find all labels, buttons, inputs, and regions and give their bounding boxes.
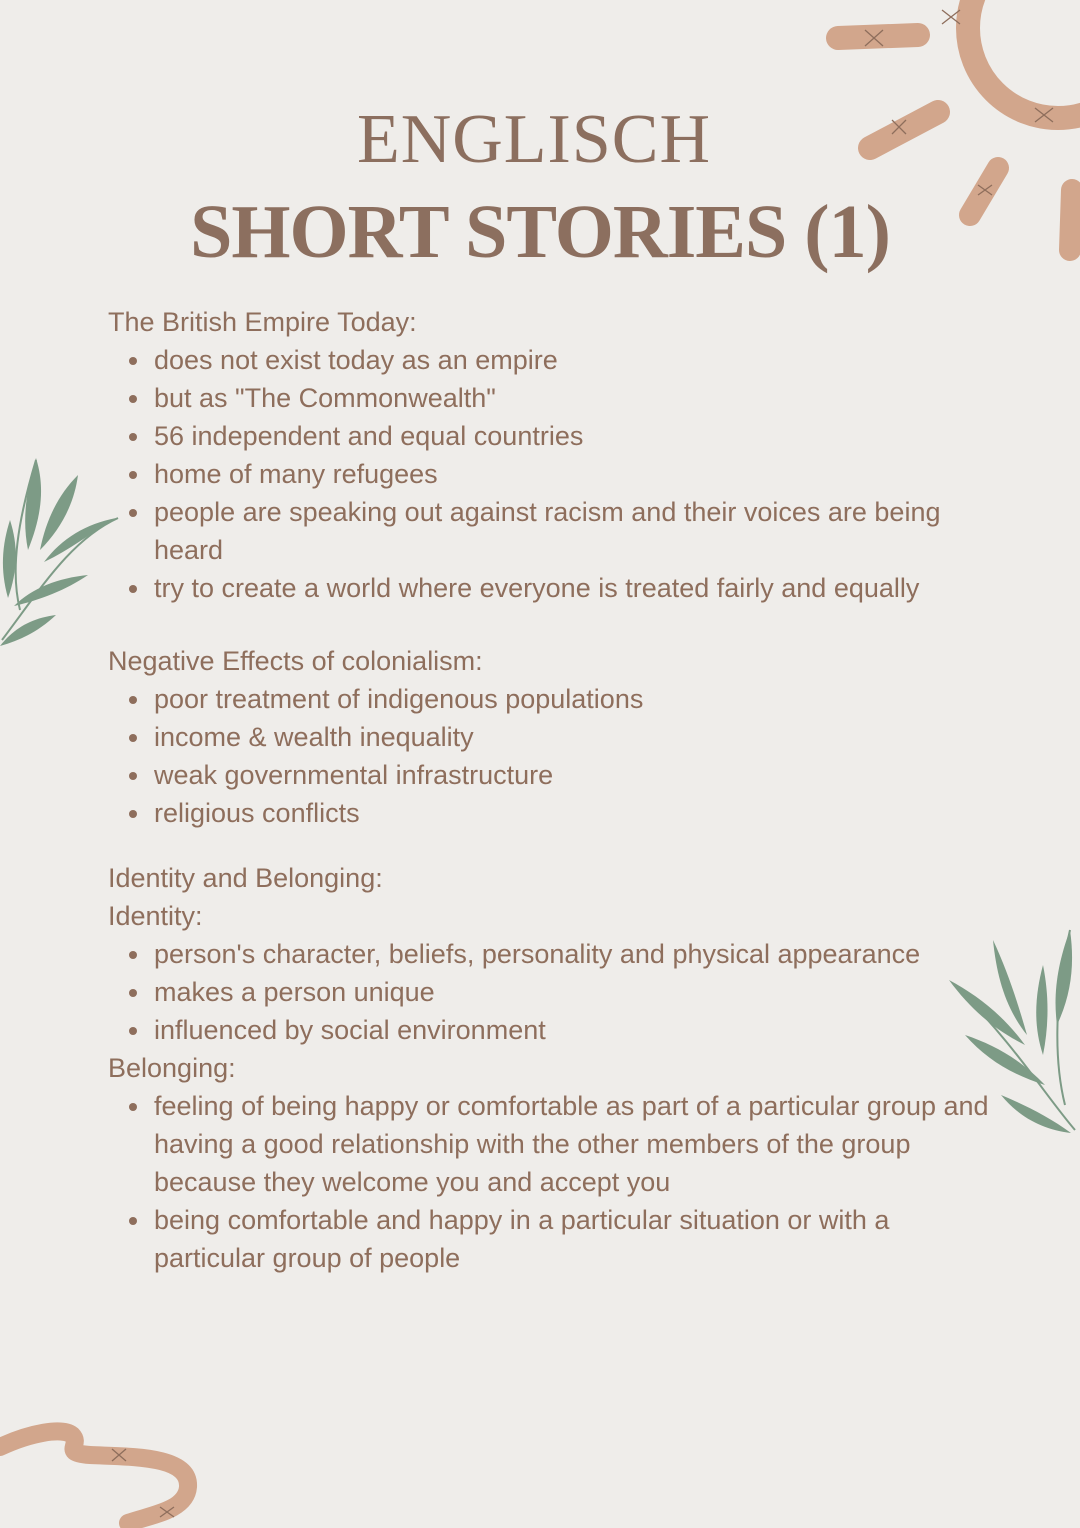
bullet-icon	[129, 395, 137, 403]
bullet-icon	[129, 989, 137, 997]
list-item: person's character, beliefs, personality and physical appearance	[154, 935, 1008, 973]
list-item: 56 independent and equal countries	[154, 417, 1008, 455]
list-item: try to create a world where everyone is treated fairly and equally	[154, 569, 1008, 607]
bullet-icon	[129, 1103, 137, 1111]
bullet-icon	[129, 471, 137, 479]
squiggle-icon	[0, 1415, 210, 1528]
bullet-icon	[129, 696, 137, 704]
bullet-icon	[129, 1027, 137, 1035]
list-item: income & wealth inequality	[154, 718, 1008, 756]
list-item: influenced by social environment	[154, 1011, 1008, 1049]
section-heading: Identity and Belonging:	[108, 863, 383, 893]
subsection-heading-belonging: Belonging:	[108, 1053, 236, 1083]
bullet-icon	[129, 357, 137, 365]
notes-content	[108, 303, 1008, 1277]
list-item: makes a person unique	[154, 973, 1008, 1011]
page-subject: ENGLISCH	[356, 101, 712, 178]
british-empire-list	[108, 341, 1008, 607]
bullet-icon	[129, 734, 137, 742]
subsection-heading-identity: Identity:	[108, 901, 203, 931]
section-heading: The British Empire Today:	[108, 307, 417, 337]
bullet-icon	[129, 951, 137, 959]
belonging-list	[108, 1087, 1008, 1277]
list-item: feeling of being happy or comfortable as part of a particular group and having a good relationship with the other members of the group because they welcome you and accept you	[154, 1087, 1008, 1201]
list-item: weak governmental infrastructure	[154, 756, 1008, 794]
list-item: people are speaking out against racism and their voices are being heard	[154, 493, 1008, 569]
bullet-icon	[129, 433, 137, 441]
bullet-icon	[129, 810, 137, 818]
list-item: poor treatment of indigenous populations	[154, 680, 1008, 718]
bullet-icon	[129, 772, 137, 780]
bullet-icon	[129, 585, 137, 593]
section-heading: Negative Effects of colonialism:	[108, 646, 483, 676]
list-item: being comfortable and happy in a particular situation or with a particular group of people	[154, 1201, 1008, 1277]
list-item: home of many refugees	[154, 455, 1008, 493]
bullet-icon	[129, 1217, 137, 1225]
list-item: does not exist today as an empire	[154, 341, 1008, 379]
list-item: religious conflicts	[154, 794, 1008, 832]
identity-list	[108, 935, 1008, 1049]
bullet-icon	[129, 509, 137, 517]
list-item: but as "The Commonwealth"	[154, 379, 1008, 417]
page-title: SHORT STORIES (1)	[190, 190, 890, 274]
negative-effects-list	[108, 680, 1008, 832]
